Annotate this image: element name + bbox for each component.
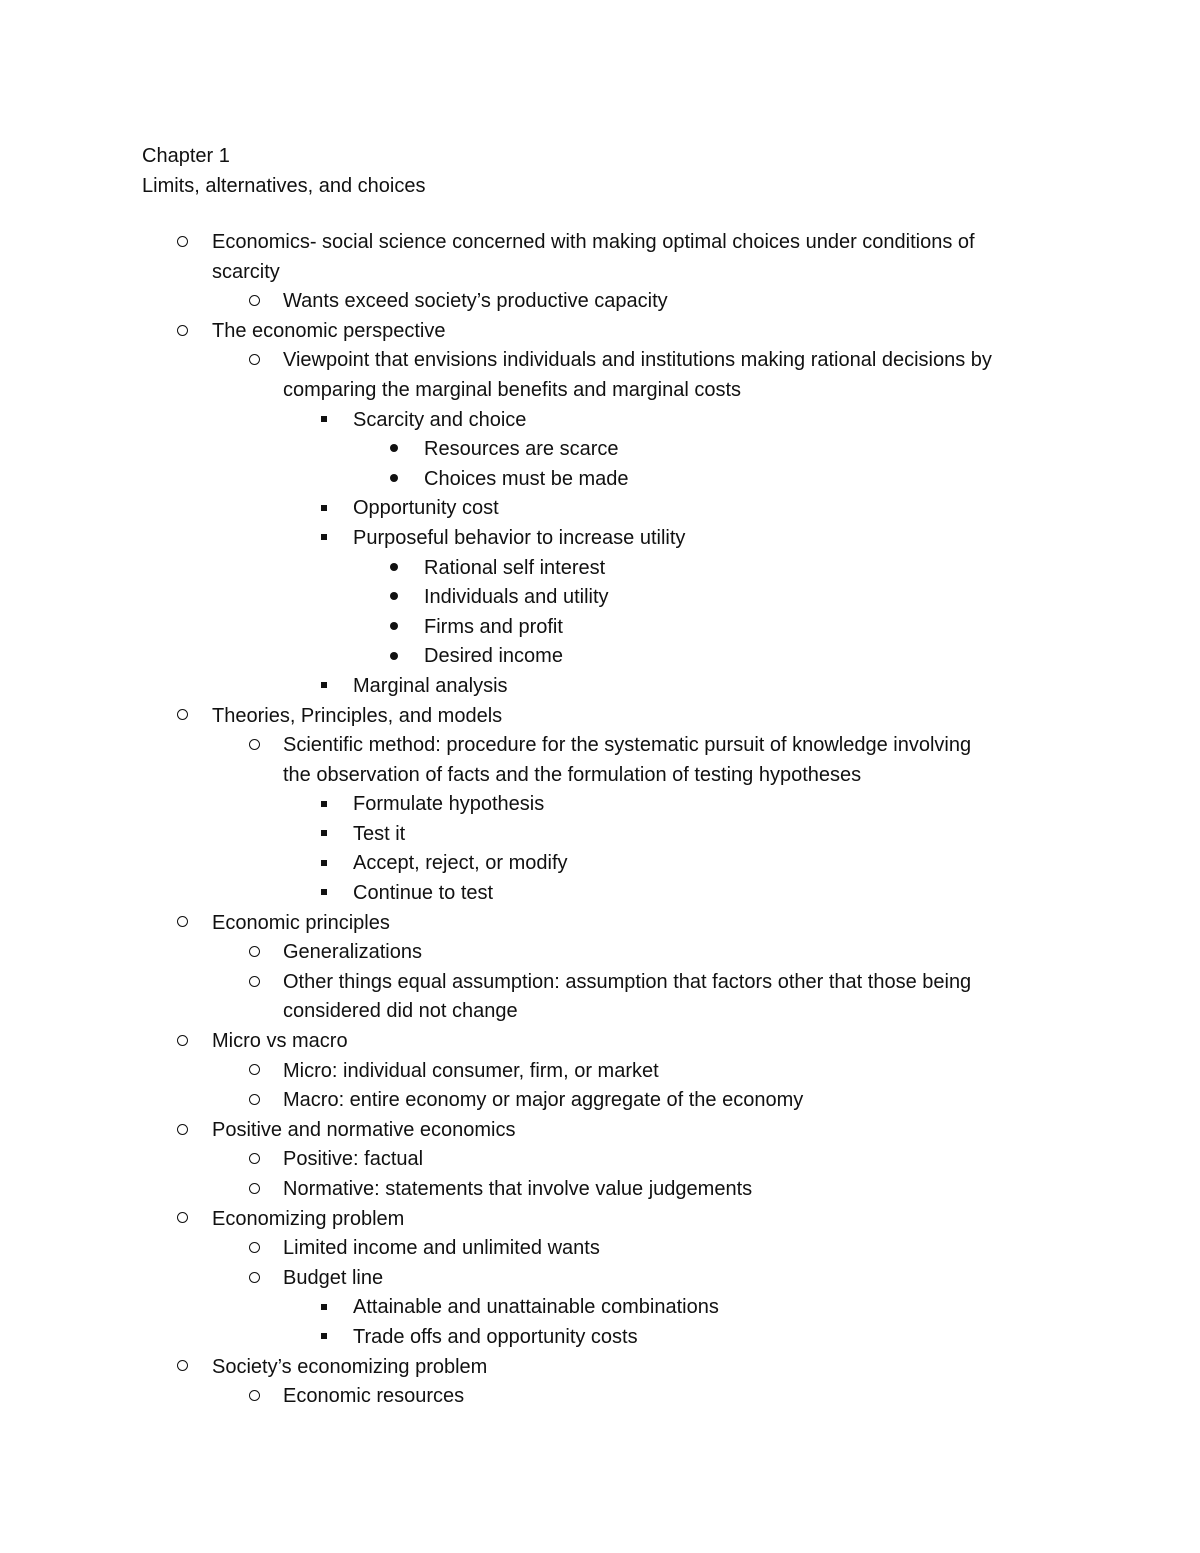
- outline-item-level-2: [0, 1175, 1200, 1205]
- outline-item-level-2: [0, 1264, 1200, 1294]
- hollow-circle-bullet-icon-glyph: [177, 709, 188, 720]
- square-bullet-icon: [314, 672, 334, 702]
- hollow-circle-bullet-icon-glyph: [177, 325, 188, 336]
- outline-item-text: Micro vs macro: [212, 1030, 348, 1053]
- outline-item-level-2: [0, 997, 1200, 1027]
- hollow-circle-bullet-icon-glyph: [249, 1390, 260, 1401]
- hollow-circle-bullet-icon-glyph: [249, 354, 260, 365]
- hollow-circle-bullet-icon: [244, 1175, 264, 1205]
- hollow-circle-bullet-icon-glyph: [249, 1272, 260, 1283]
- outline-item-text: Choices must be made: [424, 467, 629, 490]
- outline-item-level-1: [0, 1353, 1200, 1383]
- square-bullet-icon: [314, 524, 334, 554]
- outline-item-level-3: [0, 879, 1200, 909]
- hollow-circle-bullet-icon-glyph: [177, 1212, 188, 1223]
- hollow-circle-bullet-icon-glyph: [249, 739, 260, 750]
- square-bullet-icon-glyph: [321, 1333, 327, 1339]
- hollow-circle-bullet-icon-glyph: [177, 1035, 188, 1046]
- outline-item-text: Purposeful behavior to increase utility: [353, 526, 686, 549]
- outline-item-level-1: [0, 1027, 1200, 1057]
- hollow-circle-bullet-icon: [172, 702, 192, 732]
- outline-item-level-4: [0, 613, 1200, 643]
- filled-dot-bullet-icon: [384, 613, 404, 643]
- square-bullet-icon: [314, 406, 334, 436]
- outline-item-level-2: [0, 1086, 1200, 1116]
- hollow-circle-bullet-icon-glyph: [249, 1064, 260, 1075]
- hollow-circle-bullet-icon: [172, 228, 192, 258]
- hollow-circle-bullet-icon: [172, 1353, 192, 1383]
- outline-item-text: Economic resources: [283, 1385, 465, 1408]
- outline-item-level-2: [0, 1234, 1200, 1264]
- square-bullet-icon: [314, 494, 334, 524]
- filled-dot-bullet-icon: [384, 435, 404, 465]
- outline-item-level-1: [0, 228, 1200, 258]
- outline-item-level-1: [0, 1205, 1200, 1235]
- square-bullet-icon: [314, 820, 334, 850]
- filled-dot-bullet-icon-glyph: [390, 592, 398, 600]
- outline-item-text: Society’s economizing problem: [212, 1355, 488, 1378]
- hollow-circle-bullet-icon: [244, 1382, 264, 1412]
- outline-item-text: Continue to test: [353, 882, 494, 905]
- outline-item-text: Economic principles: [212, 911, 390, 934]
- outline-item-level-2: [0, 731, 1200, 761]
- outline-item-text: Positive: factual: [283, 1148, 424, 1171]
- outline-item-level-3: [0, 524, 1200, 554]
- outline-item-text: Marginal analysis: [353, 674, 508, 697]
- hollow-circle-bullet-icon-glyph: [177, 1124, 188, 1135]
- outline-item-text: Attainable and unattainable combinations: [353, 1296, 719, 1319]
- filled-dot-bullet-icon-glyph: [390, 652, 398, 660]
- outline-item-text: scarcity: [212, 260, 280, 283]
- square-bullet-icon: [314, 790, 334, 820]
- square-bullet-icon: [314, 879, 334, 909]
- hollow-circle-bullet-icon: [172, 1116, 192, 1146]
- hollow-circle-bullet-icon: [244, 938, 264, 968]
- outline-item-text: the observation of facts and the formulation of testing hypotheses: [283, 763, 862, 786]
- outline-item-level-1: [0, 702, 1200, 732]
- outline-item-text: Scientific method: procedure for the systematic pursuit of knowledge involving: [283, 734, 972, 757]
- outline-item-level-2: [0, 376, 1200, 406]
- hollow-circle-bullet-icon-glyph: [249, 1242, 260, 1253]
- outline-item-level-3: [0, 790, 1200, 820]
- square-bullet-icon-glyph: [321, 505, 327, 511]
- outline-item-text: Accept, reject, or modify: [353, 852, 568, 875]
- hollow-circle-bullet-icon: [172, 1205, 192, 1235]
- filled-dot-bullet-icon-glyph: [390, 474, 398, 482]
- hollow-circle-bullet-icon-glyph: [177, 236, 188, 247]
- outline-item-level-2: [0, 1382, 1200, 1412]
- outline-item-text: Generalizations: [283, 941, 422, 964]
- outline-item-level-2: [0, 287, 1200, 317]
- outline-item-level-4: [0, 642, 1200, 672]
- filled-dot-bullet-icon: [384, 583, 404, 613]
- outline-item-level-3: [0, 1293, 1200, 1323]
- hollow-circle-bullet-icon-glyph: [249, 1153, 260, 1164]
- square-bullet-icon: [314, 1323, 334, 1353]
- outline-item-text: Resources are scarce: [424, 438, 619, 461]
- outline-item-text: Other things equal assumption: assumption that factors other that those being: [283, 970, 972, 993]
- hollow-circle-bullet-icon: [244, 346, 264, 376]
- square-bullet-icon-glyph: [321, 682, 327, 688]
- outline-item-text: Normative: statements that involve value judgements: [283, 1178, 753, 1200]
- outline-item-text: Limited income and unlimited wants: [283, 1237, 600, 1260]
- outline-item-level-1: [0, 1116, 1200, 1146]
- outline-item-text: considered did not change: [283, 1000, 518, 1023]
- outline-item-text: Test it: [353, 822, 406, 845]
- outline-item-level-1: [0, 909, 1200, 939]
- outline-item-level-2: [0, 346, 1200, 376]
- hollow-circle-bullet-icon: [172, 317, 192, 347]
- outline-item-text: Formulate hypothesis: [353, 793, 545, 816]
- square-bullet-icon-glyph: [321, 889, 327, 895]
- outline-item-text: Positive and normative economics: [212, 1118, 516, 1141]
- outline-item-level-3: [0, 849, 1200, 879]
- chapter-subtitle: Limits, alternatives, and choices: [142, 175, 426, 197]
- filled-dot-bullet-icon: [384, 642, 404, 672]
- hollow-circle-bullet-icon-glyph: [249, 946, 260, 957]
- outline-item-level-4: [0, 465, 1200, 495]
- hollow-circle-bullet-icon: [244, 731, 264, 761]
- outline-item-text: Economizing problem: [212, 1207, 405, 1230]
- outline-item-level-2: [0, 938, 1200, 968]
- hollow-circle-bullet-icon-glyph: [249, 976, 260, 987]
- hollow-circle-bullet-icon-glyph: [249, 295, 260, 306]
- hollow-circle-bullet-icon-glyph: [177, 1360, 188, 1371]
- outline-item-level-4: [0, 554, 1200, 584]
- notes-outline: [0, 228, 1200, 1412]
- outline-item-level-2: [0, 761, 1200, 791]
- outline-item-text: comparing the marginal benefits and marginal costs: [283, 378, 742, 401]
- hollow-circle-bullet-icon: [172, 1027, 192, 1057]
- outline-item-text: Wants exceed society’s productive capacity: [283, 290, 668, 313]
- square-bullet-icon-glyph: [321, 860, 327, 866]
- outline-item-text: Individuals and utility: [424, 586, 609, 609]
- outline-item-level-3: [0, 494, 1200, 524]
- square-bullet-icon-glyph: [321, 830, 327, 836]
- outline-item-level-1: [0, 258, 1200, 288]
- chapter-title: Chapter 1: [142, 145, 230, 167]
- outline-item-text: Theories, Principles, and models: [212, 704, 503, 727]
- outline-item-level-4: [0, 583, 1200, 613]
- outline-item-text: Micro: individual consumer, firm, or market: [283, 1059, 659, 1082]
- outline-item-text: The economic perspective: [212, 319, 446, 342]
- outline-item-text: Macro: entire economy or major aggregate of the economy: [283, 1089, 804, 1112]
- outline-item-text: Budget line: [283, 1266, 384, 1289]
- outline-item-text: Scarcity and choice: [353, 408, 527, 431]
- outline-item-level-3: [0, 820, 1200, 850]
- filled-dot-bullet-icon-glyph: [390, 444, 398, 452]
- hollow-circle-bullet-icon: [244, 287, 264, 317]
- square-bullet-icon-glyph: [321, 534, 327, 540]
- outline-item-text: Trade offs and opportunity costs: [353, 1325, 638, 1348]
- filled-dot-bullet-icon: [384, 465, 404, 495]
- outline-item-level-3: [0, 1323, 1200, 1353]
- hollow-circle-bullet-icon: [244, 1145, 264, 1175]
- hollow-circle-bullet-icon: [244, 1234, 264, 1264]
- outline-item-text: Opportunity cost: [353, 497, 499, 520]
- square-bullet-icon: [314, 1293, 334, 1323]
- outline-item-level-1: [0, 317, 1200, 347]
- hollow-circle-bullet-icon: [244, 1057, 264, 1087]
- hollow-circle-bullet-icon: [172, 909, 192, 939]
- outline-item-text: Viewpoint that envisions individuals and institutions making rational decisions by: [283, 349, 992, 372]
- hollow-circle-bullet-icon: [244, 968, 264, 998]
- outline-item-level-4: [0, 435, 1200, 465]
- outline-item-level-2: [0, 1057, 1200, 1087]
- square-bullet-icon-glyph: [321, 416, 327, 422]
- filled-dot-bullet-icon: [384, 554, 404, 584]
- outline-item-level-3: [0, 672, 1200, 702]
- hollow-circle-bullet-icon-glyph: [249, 1183, 260, 1194]
- outline-item-text: Economics- social science concerned with making optimal choices under conditions of: [212, 231, 975, 253]
- square-bullet-icon: [314, 849, 334, 879]
- filled-dot-bullet-icon-glyph: [390, 563, 398, 571]
- hollow-circle-bullet-icon: [244, 1086, 264, 1116]
- outline-item-text: Firms and profit: [424, 615, 563, 638]
- hollow-circle-bullet-icon-glyph: [177, 916, 188, 927]
- outline-item-text: Desired income: [424, 645, 563, 668]
- outline-item-text: Rational self interest: [424, 556, 606, 579]
- outline-item-level-3: [0, 406, 1200, 436]
- outline-item-level-2: [0, 1145, 1200, 1175]
- square-bullet-icon-glyph: [321, 801, 327, 807]
- square-bullet-icon-glyph: [321, 1304, 327, 1310]
- hollow-circle-bullet-icon: [244, 1264, 264, 1294]
- filled-dot-bullet-icon-glyph: [390, 622, 398, 630]
- hollow-circle-bullet-icon-glyph: [249, 1094, 260, 1105]
- outline-item-level-2: [0, 968, 1200, 998]
